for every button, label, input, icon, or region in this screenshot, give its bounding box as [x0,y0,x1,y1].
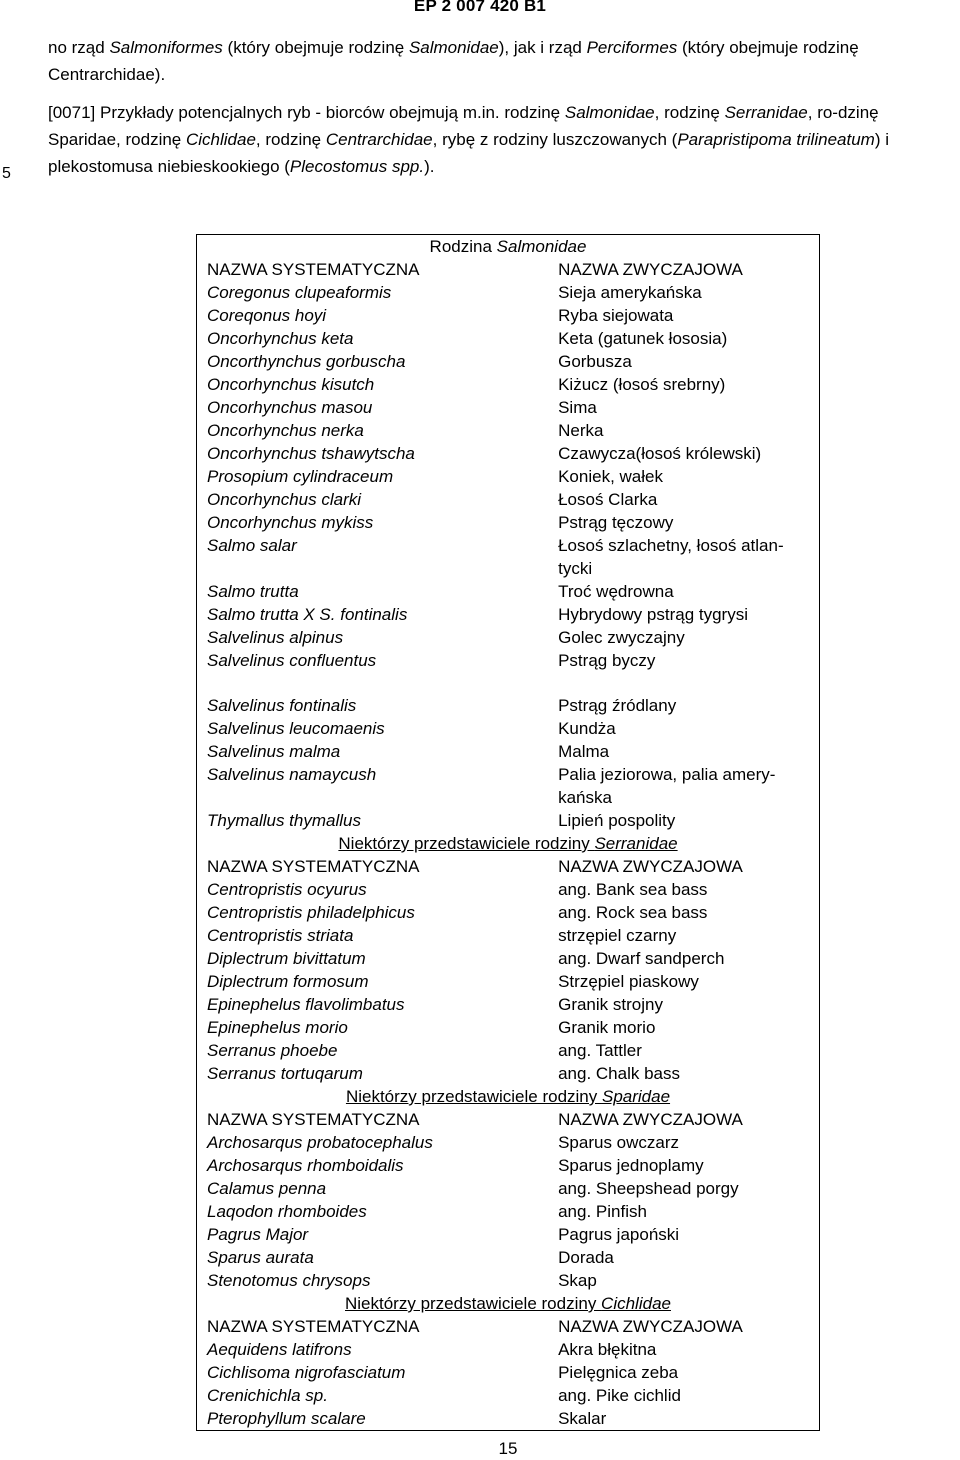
systematic-name: Oncorhynchus keta [207,329,354,348]
table-row [197,993,820,1016]
table-row [197,1039,820,1062]
column-header-row [197,1108,820,1131]
paragraph-ref: [0071] [48,103,96,122]
table-row [197,419,820,442]
systematic-name: Pterophyllum scalare [207,1409,366,1428]
common-name: ang. Pinfish [558,1202,647,1221]
table-row [197,694,820,717]
common-name: ang. Sheepshead porgy [558,1179,739,1198]
table-row [197,970,820,993]
taxon: Serranidae [724,103,808,122]
common-name: Dorada [558,1248,614,1267]
common-name: Pielęgnica zeba [558,1363,679,1382]
common-name: Golec zwyczajny [558,628,685,647]
text: ) i plekostomusa niebieskookiego ( [48,130,889,176]
table-row [197,327,820,350]
text: ), jak i rząd [498,38,587,57]
paragraph-2 [48,99,948,180]
common-name: Pagrus japoński [558,1225,680,1244]
common-name: Kundża [558,719,616,738]
common-name: Pstrąg byczy [558,651,656,670]
systematic-name: Epinephelus flavolimbatus [207,995,405,1014]
common-name: Skalar [558,1409,607,1428]
taxon: Centrarchidae [325,130,433,149]
table-row [197,534,820,580]
text: , ro-dzinę Sparidae, rodzinę [48,103,879,149]
table-row [197,1361,820,1384]
section-title [197,832,820,855]
common-name: Granik morio [558,1018,656,1037]
section-title-row [197,1085,820,1108]
systematic-name: Thymallus thymallus [207,811,361,830]
common-name: Łosoś Clarka [558,490,658,509]
common-name: ang. Dwarf sandperch [558,949,725,968]
common-name: strzępiel czarny [558,926,677,945]
systematic-name: Stenotomus chrysops [207,1271,371,1290]
table-row [197,763,820,809]
column-header-row [197,855,820,878]
systematic-name: Salvelinus leucomaenis [207,719,385,738]
systematic-name: Oncorhynchus mykiss [207,513,374,532]
systematic-name: Oncorhynchus kisutch [207,375,375,394]
section-family-name: Cichlidae [601,1294,671,1313]
common-name: Skap [558,1271,597,1290]
section-family-name: Sparidae [601,1087,671,1106]
column-header-common: NAZWA ZWYCZAJOWA [558,260,743,279]
section-title-prefix: Rodzina [429,237,497,256]
systematic-name: Oncorhynchus masou [207,398,373,417]
text: ). [154,65,166,84]
taxon: Perciformes [586,38,678,57]
section-title-prefix: Niektórzy przedstawiciele rodziny [345,1294,602,1313]
systematic-name: Salvelinus fontinalis [207,696,357,715]
table-row [197,924,820,947]
spacer-cell [197,672,820,694]
table-row [197,878,820,901]
common-name: ang. Bank sea bass [558,880,708,899]
table-row [197,281,820,304]
text: ). [424,157,435,176]
systematic-name: Serranus phoebe [207,1041,338,1060]
table-row [197,809,820,832]
column-header-common: NAZWA ZWYCZAJOWA [558,857,743,876]
systematic-name: Centropristis striata [207,926,354,945]
systematic-name: Diplectrum bivittatum [207,949,366,968]
systematic-name: Aequidens latifrons [207,1340,352,1359]
table-row [197,901,820,924]
taxon: Salmonidae [564,103,655,122]
table-row [197,465,820,488]
systematic-name: Oncorhynchus nerka [207,421,364,440]
systematic-name: Salvelinus namaycush [207,765,377,784]
spacer-row [197,672,820,694]
table-row [197,649,820,672]
systematic-name: Calamus penna [207,1179,327,1198]
column-header-common: NAZWA ZWYCZAJOWA [558,1317,743,1336]
taxon: Parapristipoma trilineatum [677,130,875,149]
section-title-prefix: Niektórzy przedstawiciele rodziny [338,834,595,853]
common-name: Koniek, wałek [558,467,663,486]
table-row [197,580,820,603]
systematic-name: Salvelinus confluentus [207,651,377,670]
common-name: ang. Pike cichlid [558,1386,681,1405]
table-row [197,1338,820,1361]
common-name: Gorbusza [558,352,632,371]
taxon: Cichlidae [185,130,256,149]
text: (który obejmuje rodzinę [222,38,409,57]
common-name: Sieja amerykańska [558,283,702,302]
table-row [197,947,820,970]
systematic-name: Oncorhynchus tshawytscha [207,444,415,463]
column-header-systematic: NAZWA SYSTEMATYCZNA [207,1317,420,1336]
systematic-name: Crenichichla sp. [207,1386,328,1405]
common-name: Keta (gatunek łososia) [558,329,728,348]
common-name: Sparus owczarz [558,1133,680,1152]
systematic-name: Cichlisoma nigrofasciatum [207,1363,406,1382]
common-name: ang. Chalk bass [558,1064,680,1083]
systematic-name: Salmo salar [207,536,297,555]
systematic-name: Serranus tortuqarum [207,1064,363,1083]
table-row [197,1384,820,1407]
systematic-name: Epinephelus morio [207,1018,348,1037]
common-name: Lipień pospolity [558,811,676,830]
table-row [197,304,820,327]
table-row [197,442,820,465]
systematic-name: Salmo trutta X S. fontinalis [207,605,408,624]
systematic-name: Laqodon rhomboides [207,1202,367,1221]
table-row [197,740,820,763]
common-name: Akra błękitna [558,1340,657,1359]
taxon: Salmoniformes [109,38,223,57]
text: , rodzinę [255,130,326,149]
table-row [197,717,820,740]
paragraph-1 [48,34,948,88]
common-name: Palia jeziorowa, palia amery-kańska [558,765,776,807]
table-row [197,1154,820,1177]
taxon: Plecostomus spp. [289,157,425,176]
document-header: EP 2 007 420 B1 [413,0,547,15]
text: , rybę z rodziny luszczowanych ( [432,130,678,149]
common-name: ang. Rock sea bass [558,903,708,922]
text: (który obejmuje rodzinę [677,38,859,57]
table-row [197,1177,820,1200]
systematic-name: Salvelinus malma [207,742,341,761]
systematic-name: Pagrus Major [207,1225,309,1244]
column-header-common: NAZWA ZWYCZAJOWA [558,1110,743,1129]
common-name: Pstrąg źródlany [558,696,677,715]
section-title-row [197,1292,820,1315]
systematic-name: Coregonus clupeaformis [207,283,392,302]
common-name: Czawycza(łosoś królewski) [558,444,762,463]
text: Centrarchidae [48,65,155,84]
common-name: Pstrąg tęczowy [558,513,674,532]
table-row [197,1269,820,1292]
systematic-name: Oncorthynchus gorbuscha [207,352,406,371]
column-header-systematic: NAZWA SYSTEMATYCZNA [207,1110,420,1129]
table-row [197,1062,820,1085]
page-number: 15 [498,1439,518,1458]
text: Przykłady potencjalnych ryb - biorców obejmują m.in. rodzinę [95,103,565,122]
common-name: Sparus jednoplamy [558,1156,704,1175]
common-name: Malma [558,742,610,761]
section-title-prefix: Niektórzy przedstawiciele rodziny [345,1087,602,1106]
systematic-name: Prosopium cylindraceum [207,467,394,486]
text: no rząd [48,38,110,57]
section-title-row [197,832,820,855]
table-row [197,1016,820,1039]
table-row [197,603,820,626]
table-row [197,1223,820,1246]
common-name: Nerka [558,421,604,440]
section-title-row [197,235,820,259]
table-row [197,1407,820,1431]
systematic-name: Salmo trutta [207,582,299,601]
common-name: Ryba siejowata [558,306,674,325]
systematic-name: Diplectrum formosum [207,972,369,991]
common-name: ang. Tattler [558,1041,642,1060]
section-family-name: Salmonidae [496,237,587,256]
text: , rodzinę [654,103,725,122]
common-name: Strzępiel piaskowy [558,972,699,991]
common-name: Granik strojny [558,995,663,1014]
column-header-systematic: NAZWA SYSTEMATYCZNA [207,857,420,876]
column-header-row [197,258,820,281]
column-header-row [197,1315,820,1338]
section-title [197,1085,820,1108]
table-row [197,488,820,511]
systematic-name: Archosarqus probatocephalus [207,1133,433,1152]
common-name: Hybrydowy pstrąg tygrysi [558,605,748,624]
systematic-name: Archosarqus rhomboidalis [207,1156,404,1175]
systematic-name: Coreqonus hoyi [207,306,327,325]
table-row [197,350,820,373]
section-title [197,235,820,259]
table-row [197,511,820,534]
table-row [197,1246,820,1269]
table-row [197,1131,820,1154]
common-name: Łosoś szlachetny, łosoś atlan-tycki [558,536,784,578]
fish-species-table [196,234,820,1431]
table-row [197,373,820,396]
common-name: Sima [558,398,597,417]
systematic-name: Centropristis ocyurus [207,880,367,899]
common-name: Kiżucz (łosoś srebrny) [558,375,726,394]
section-family-name: Serranidae [594,834,678,853]
column-header-systematic: NAZWA SYSTEMATYCZNA [207,260,420,279]
table-row [197,626,820,649]
common-name: Troć wędrowna [558,582,674,601]
section-title [197,1292,820,1315]
systematic-name: Oncorhynchus clarki [207,490,362,509]
taxon: Salmonidae [408,38,499,57]
systematic-name: Centropristis philadelphicus [207,903,415,922]
fish-table-body [197,235,820,1431]
table-row [197,396,820,419]
systematic-name: Sparus aurata [207,1248,314,1267]
table-row [197,1200,820,1223]
line-number: 5 [2,165,11,182]
systematic-name: Salvelinus alpinus [207,628,344,647]
